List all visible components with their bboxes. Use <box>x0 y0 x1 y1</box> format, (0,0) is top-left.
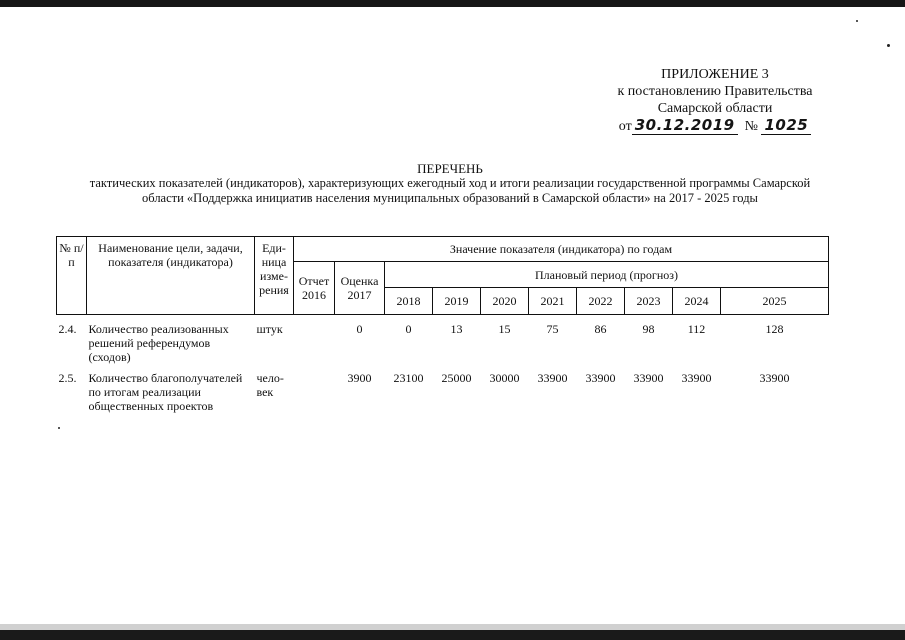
row-value-plan: 25000 <box>441 371 472 385</box>
header-estimate-2017: Оценка 2017 <box>335 262 385 315</box>
row-value-plan: 0 <box>405 322 412 336</box>
header-name: Наименование цели, задачи, показателя (индикатора) <box>87 237 255 315</box>
appendix-line-3: Самарской области <box>657 101 773 116</box>
row-value-plan: 33900 <box>681 371 712 385</box>
header-year: 2024 <box>673 288 721 315</box>
appendix-line-2: к постановлению Правительства <box>617 84 813 99</box>
row-value-plan: 112 <box>687 322 706 336</box>
appendix-title: ПРИЛОЖЕНИЕ 3 <box>661 67 769 82</box>
row-value-plan: 86 <box>594 322 607 336</box>
header-num: № п/п <box>57 237 87 315</box>
handwritten-number: 1025 <box>761 116 811 135</box>
row-value-plan: 23100 <box>393 371 424 385</box>
row-value-plan: 33900 <box>585 371 616 385</box>
row-value-plan: 13 <box>450 322 463 336</box>
header-year: 2022 <box>577 288 625 315</box>
scan-speck <box>887 44 890 47</box>
appendix-block <box>595 66 835 135</box>
header-values: Значение показателя (индикатора) по годам <box>294 237 829 262</box>
table-row <box>57 315 829 369</box>
appendix-date-line <box>595 117 835 135</box>
row-value-plan: 30000 <box>489 371 520 385</box>
date-prefix: от <box>618 119 632 134</box>
row-value-plan: 128 <box>765 322 784 336</box>
header-report-2016: Отчет 2016 <box>294 262 335 315</box>
row-unit: штук <box>256 322 283 336</box>
row-value-plan: 33900 <box>633 371 664 385</box>
header-year: 2019 <box>433 288 481 315</box>
indicators-table <box>56 236 829 431</box>
table-row <box>57 368 829 431</box>
row-value-2017: 3900 <box>347 371 372 385</box>
document-heading: ПЕРЕЧЕНЬ <box>417 161 483 176</box>
header-year: 2018 <box>385 288 433 315</box>
scan-bottom-border <box>0 630 905 640</box>
row-value-plan: 33900 <box>759 371 790 385</box>
row-indicator-name: Количество реализованных решений референдумов (сходов) <box>88 322 229 364</box>
row-value-2017: 0 <box>356 322 363 336</box>
header-year: 2021 <box>529 288 577 315</box>
header-plan-period: Плановый период (прогноз) <box>385 262 829 288</box>
row-value-2016 <box>294 315 335 369</box>
header-year: 2023 <box>625 288 673 315</box>
scan-top-border <box>0 0 905 7</box>
document-subtitle-line-1: тактических показателей (индикаторов), характеризующих ежегодный ход и итоги реализации государственной программы Самарской <box>89 176 811 190</box>
header-year: 2020 <box>481 288 529 315</box>
row-indicator-name: Количество благополучателей по итогам реализации общественных проектов <box>88 371 243 413</box>
number-prefix: № <box>744 119 758 134</box>
header-year: 2025 <box>721 288 829 315</box>
header-unit: Еди-ница изме-рения <box>255 237 294 315</box>
handwritten-date: 30.12.2019 <box>632 116 738 135</box>
row-unit: чело-век <box>256 371 284 399</box>
row-value-plan: 15 <box>498 322 511 336</box>
row-number: 2.5. <box>58 371 77 385</box>
row-value-2016 <box>294 368 335 431</box>
scan-speck <box>856 20 858 22</box>
row-value-plan: 33900 <box>537 371 568 385</box>
row-value-plan: 75 <box>546 322 559 336</box>
document-subtitle-line-2: области «Поддержка инициатив населения муниципальных образований в Самарской области» на 2017 - 2025 годы <box>142 191 758 205</box>
row-number: 2.4. <box>58 322 77 336</box>
row-value-plan: 98 <box>642 322 655 336</box>
document-title <box>40 161 860 206</box>
